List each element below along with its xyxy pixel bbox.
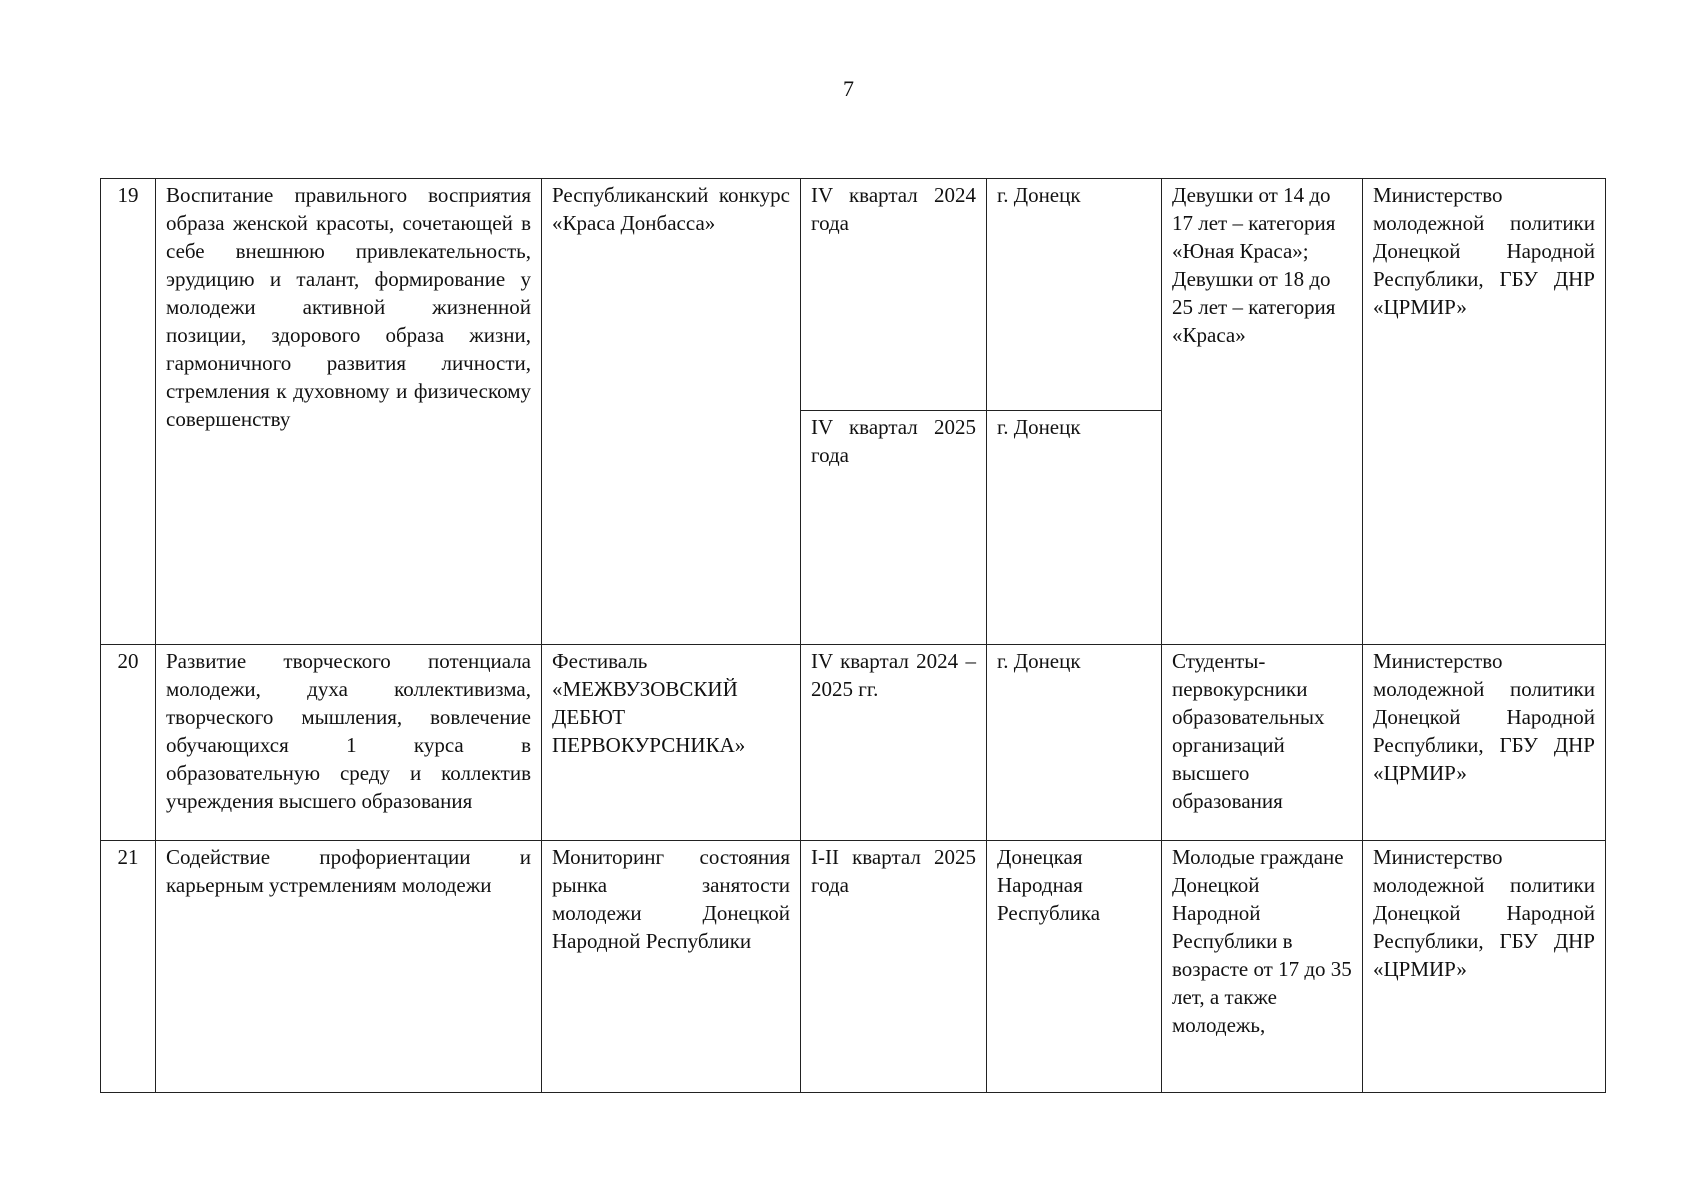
period-cell: IV квартал 2024 – 2025 гг. xyxy=(801,645,987,841)
events-plan-table xyxy=(100,178,1606,1093)
place-cell: г. Донецк xyxy=(987,645,1162,841)
participants-cell: Студенты-первокурсники образовательных организаций высшего образования xyxy=(1162,645,1363,841)
period-cell: I-II квартал 2025 года xyxy=(801,841,987,1093)
event-cell: Фестиваль «МЕЖВУЗОВСКИЙ ДЕБЮТ ПЕРВОКУРСНИКА» xyxy=(542,645,801,841)
responsible-cell: Министерство молодежной политики Донецкой Народной Республики, ГБУ ДНР «ЦРМИР» xyxy=(1363,645,1606,841)
place-cell: Донецкая Народная Республика xyxy=(987,841,1162,1093)
row-number: 20 xyxy=(101,645,156,841)
period-cell: IV квартал 2025 года xyxy=(801,411,987,645)
responsible-cell: Министерство молодежной политики Донецкой Народной Республики, ГБУ ДНР «ЦРМИР» xyxy=(1363,841,1606,1093)
participants-cell: Девушки от 14 до 17 лет – категория «Юная Краса»; Девушки от 18 до 25 лет – категория «Краса» xyxy=(1162,179,1363,645)
goal-cell: Воспитание правильного восприятия образа женской красоты, сочетающей в себе внешнюю привлекательность, эрудицию и талант, формирование у молодежи активной жизненной позиции, здорового образа жизни, гармоничного развития личности, стремления к духовному и физическому совершенству xyxy=(156,179,542,645)
event-cell: Республиканский конкурс «Краса Донбасса» xyxy=(542,179,801,645)
goal-cell: Развитие творческого потенциала молодежи, духа коллективизма, творческого мышления, вовлечение обучающихся 1 курса в образовательную среду и коллектив учреждения высшего образования xyxy=(156,645,542,841)
row-number: 19 xyxy=(101,179,156,645)
table-row xyxy=(101,841,1606,1093)
page-number: 7 xyxy=(843,76,854,101)
table-row xyxy=(101,179,1606,411)
place-cell: г. Донецк xyxy=(987,411,1162,645)
period-cell: IV квартал 2024 года xyxy=(801,179,987,411)
participants-cell: Молодые граждане Донецкой Народной Республики в возрасте от 17 до 35 лет, а также молодежь, xyxy=(1162,841,1363,1093)
responsible-cell: Министерство молодежной политики Донецкой Народной Республики, ГБУ ДНР «ЦРМИР» xyxy=(1363,179,1606,645)
place-cell: г. Донецк xyxy=(987,179,1162,411)
table-row xyxy=(101,645,1606,841)
event-cell: Мониторинг состояния рынка занятости молодежи Донецкой Народной Республики xyxy=(542,841,801,1093)
row-number: 21 xyxy=(101,841,156,1093)
goal-cell: Содействие профориентации и карьерным устремлениям молодежи xyxy=(156,841,542,1093)
